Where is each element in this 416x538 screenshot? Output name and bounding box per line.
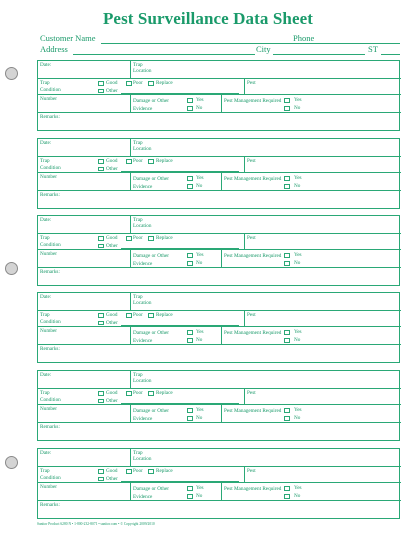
customer-name-label: Customer Name — [40, 33, 96, 43]
number-cell[interactable] — [38, 95, 131, 113]
replace-checkbox[interactable] — [148, 81, 154, 86]
replace-checkbox[interactable] — [148, 313, 154, 318]
damage-evidence-label: Damage or Other Evidence — [133, 408, 170, 422]
damage-evidence-cell — [131, 173, 222, 191]
damage-yes-label: Yes — [196, 485, 204, 491]
good-label: Good — [106, 235, 118, 241]
trap-location-cell[interactable] — [131, 61, 401, 79]
other-line[interactable] — [121, 325, 239, 326]
date-cell[interactable] — [38, 449, 131, 467]
pest-cell[interactable] — [245, 79, 401, 95]
other-line[interactable] — [121, 171, 239, 172]
number-cell[interactable] — [38, 327, 131, 345]
pest-management-label: Pest Management Required — [224, 330, 282, 336]
management-yes-checkbox[interactable] — [284, 486, 290, 491]
damage-evidence-cell — [131, 483, 222, 501]
trap-condition-cell — [38, 157, 245, 173]
poor-checkbox[interactable] — [126, 313, 132, 318]
entry-block — [37, 138, 400, 209]
other-line[interactable] — [121, 248, 239, 249]
other-checkbox[interactable] — [98, 399, 104, 404]
damage-yes-label: Yes — [196, 97, 204, 103]
date-cell[interactable] — [38, 293, 131, 311]
remarks-label: Remarks: — [40, 502, 60, 508]
poor-label: Poor — [133, 158, 143, 164]
damage-yes-checkbox[interactable] — [187, 98, 193, 103]
pest-label: Pest — [247, 390, 256, 396]
damage-yes-label: Yes — [196, 252, 204, 258]
pest-cell[interactable] — [245, 234, 401, 250]
pest-cell[interactable] — [245, 389, 401, 405]
number-cell[interactable] — [38, 405, 131, 423]
date-label: Date: — [40, 450, 52, 456]
good-checkbox[interactable] — [98, 236, 104, 241]
other-checkbox[interactable] — [98, 244, 104, 249]
date-cell[interactable] — [38, 139, 131, 157]
pest-label: Pest — [247, 468, 256, 474]
remarks-cell[interactable] — [38, 345, 401, 364]
management-yes-label: Yes — [294, 485, 302, 491]
pest-management-label: Pest Management Required — [224, 176, 282, 182]
good-checkbox[interactable] — [98, 391, 104, 396]
replace-checkbox[interactable] — [148, 391, 154, 396]
pest-management-cell — [222, 405, 401, 423]
number-label: Number — [40, 328, 57, 334]
address-label: Address — [40, 44, 68, 54]
damage-no-checkbox[interactable] — [187, 184, 193, 189]
good-checkbox[interactable] — [98, 469, 104, 474]
entry-block — [37, 370, 400, 441]
damage-evidence-label: Damage or Other Evidence — [133, 486, 170, 500]
entry-block — [37, 60, 400, 131]
remarks-label: Remarks: — [40, 192, 60, 198]
binder-hole — [5, 456, 18, 469]
damage-no-checkbox[interactable] — [187, 261, 193, 266]
other-label: Other — [106, 165, 118, 172]
management-yes-checkbox[interactable] — [284, 330, 290, 335]
management-no-label: No — [294, 337, 301, 343]
management-no-checkbox[interactable] — [284, 494, 290, 499]
poor-label: Poor — [133, 390, 143, 396]
number-label: Number — [40, 406, 57, 412]
good-checkbox[interactable] — [98, 81, 104, 86]
other-label: Other — [106, 475, 118, 482]
replace-checkbox[interactable] — [148, 469, 154, 474]
damage-evidence-cell — [131, 405, 222, 423]
management-yes-label: Yes — [294, 329, 302, 335]
address-row — [40, 44, 400, 56]
replace-label: Replace — [156, 80, 173, 86]
st-label: ST — [368, 44, 378, 54]
trap-location-cell[interactable] — [131, 371, 401, 389]
management-no-checkbox[interactable] — [284, 184, 290, 189]
damage-no-label: No — [196, 493, 203, 499]
damage-yes-checkbox[interactable] — [187, 330, 193, 335]
other-checkbox[interactable] — [98, 167, 104, 172]
number-cell[interactable] — [38, 483, 131, 501]
damage-yes-checkbox[interactable] — [187, 486, 193, 491]
good-label: Good — [106, 390, 118, 396]
other-label: Other — [106, 242, 118, 249]
number-label: Number — [40, 251, 57, 257]
number-label: Number — [40, 174, 57, 180]
replace-label: Replace — [156, 390, 173, 396]
replace-label: Replace — [156, 312, 173, 318]
pest-management-cell — [222, 483, 401, 501]
pest-management-cell — [222, 173, 401, 191]
remarks-label: Remarks: — [40, 424, 60, 430]
pest-label: Pest — [247, 312, 256, 318]
trap-location-cell[interactable] — [131, 139, 401, 157]
number-cell[interactable] — [38, 173, 131, 191]
damage-no-label: No — [196, 337, 203, 343]
city-label: City — [256, 44, 271, 54]
remarks-cell[interactable] — [38, 501, 401, 520]
poor-checkbox[interactable] — [126, 81, 132, 86]
damage-yes-label: Yes — [196, 329, 204, 335]
binder-hole — [5, 262, 18, 275]
date-label: Date: — [40, 62, 52, 68]
other-line[interactable] — [121, 481, 239, 482]
damage-evidence-cell — [131, 250, 222, 268]
good-label: Good — [106, 468, 118, 474]
pest-management-cell — [222, 327, 401, 345]
poor-checkbox[interactable] — [126, 236, 132, 241]
date-label: Date: — [40, 372, 52, 378]
binder-hole — [5, 67, 18, 80]
other-checkbox[interactable] — [98, 321, 104, 326]
management-yes-checkbox[interactable] — [284, 253, 290, 258]
damage-evidence-cell — [131, 95, 222, 113]
other-label: Other — [106, 319, 118, 326]
trap-condition-cell — [38, 389, 245, 405]
trap-location-label: Trap Location — [133, 450, 152, 462]
date-label: Date: — [40, 140, 52, 146]
damage-evidence-label: Damage or Other Evidence — [133, 98, 170, 112]
remarks-cell[interactable] — [38, 268, 401, 287]
city-field[interactable] — [273, 54, 365, 55]
damage-no-checkbox[interactable] — [187, 494, 193, 499]
damage-yes-label: Yes — [196, 407, 204, 413]
trap-condition-label: Trap Condition — [40, 235, 61, 248]
management-yes-label: Yes — [294, 97, 302, 103]
poor-label: Poor — [133, 235, 143, 241]
trap-location-label: Trap Location — [133, 62, 152, 74]
management-no-label: No — [294, 493, 301, 499]
replace-label: Replace — [156, 158, 173, 164]
entry-block — [37, 448, 400, 519]
trap-location-cell[interactable] — [131, 449, 401, 467]
other-checkbox[interactable] — [98, 477, 104, 482]
entry-block — [37, 215, 400, 286]
management-yes-label: Yes — [294, 175, 302, 181]
replace-checkbox[interactable] — [148, 159, 154, 164]
damage-no-checkbox[interactable] — [187, 106, 193, 111]
damage-no-label: No — [196, 105, 203, 111]
trap-location-cell[interactable] — [131, 216, 401, 234]
pest-label: Pest — [247, 158, 256, 164]
trap-location-label: Trap Location — [133, 372, 152, 384]
pest-management-cell — [222, 95, 401, 113]
pest-label: Pest — [247, 80, 256, 86]
trap-condition-label: Trap Condition — [40, 390, 61, 403]
good-checkbox[interactable] — [98, 159, 104, 164]
number-cell[interactable] — [38, 250, 131, 268]
poor-label: Poor — [133, 312, 143, 318]
number-label: Number — [40, 96, 57, 102]
trap-condition-label: Trap Condition — [40, 158, 61, 171]
damage-yes-label: Yes — [196, 175, 204, 181]
management-yes-label: Yes — [294, 407, 302, 413]
st-field[interactable] — [381, 54, 400, 55]
management-no-checkbox[interactable] — [284, 416, 290, 421]
remarks-label: Remarks: — [40, 114, 60, 120]
page-title: Pest Surveillance Data Sheet — [102, 9, 314, 28]
date-cell[interactable] — [38, 216, 131, 234]
pest-management-cell — [222, 250, 401, 268]
remarks-cell[interactable] — [38, 113, 401, 132]
damage-evidence-label: Damage or Other Evidence — [133, 253, 170, 267]
trap-location-cell[interactable] — [131, 293, 401, 311]
good-checkbox[interactable] — [98, 313, 104, 318]
management-yes-checkbox[interactable] — [284, 98, 290, 103]
replace-checkbox[interactable] — [148, 236, 154, 241]
damage-yes-checkbox[interactable] — [187, 408, 193, 413]
replace-label: Replace — [156, 235, 173, 241]
remarks-cell[interactable] — [38, 191, 401, 210]
management-no-label: No — [294, 105, 301, 111]
remarks-cell[interactable] — [38, 423, 401, 442]
trap-condition-label: Trap Condition — [40, 80, 61, 93]
date-cell[interactable] — [38, 61, 131, 79]
good-label: Good — [106, 312, 118, 318]
number-label: Number — [40, 484, 57, 490]
poor-checkbox[interactable] — [126, 159, 132, 164]
poor-label: Poor — [133, 80, 143, 86]
damage-no-label: No — [196, 183, 203, 189]
date-label: Date: — [40, 217, 52, 223]
pest-management-label: Pest Management Required — [224, 486, 282, 492]
damage-no-label: No — [196, 415, 203, 421]
other-line[interactable] — [121, 93, 239, 94]
poor-checkbox[interactable] — [126, 469, 132, 474]
pest-management-label: Pest Management Required — [224, 98, 282, 104]
trap-condition-cell — [38, 79, 245, 95]
good-label: Good — [106, 80, 118, 86]
management-no-label: No — [294, 183, 301, 189]
damage-evidence-label: Damage or Other Evidence — [133, 176, 170, 190]
pest-cell[interactable] — [245, 311, 401, 327]
poor-label: Poor — [133, 468, 143, 474]
management-yes-checkbox[interactable] — [284, 176, 290, 181]
pest-label: Pest — [247, 235, 256, 241]
trap-condition-label: Trap Condition — [40, 468, 61, 481]
management-no-checkbox[interactable] — [284, 106, 290, 111]
management-no-checkbox[interactable] — [284, 338, 290, 343]
damage-evidence-cell — [131, 327, 222, 345]
trap-location-label: Trap Location — [133, 294, 152, 306]
management-no-checkbox[interactable] — [284, 261, 290, 266]
trap-location-label: Trap Location — [133, 140, 152, 152]
management-no-label: No — [294, 415, 301, 421]
management-yes-checkbox[interactable] — [284, 408, 290, 413]
trap-condition-cell — [38, 234, 245, 250]
trap-location-label: Trap Location — [133, 217, 152, 229]
pest-cell[interactable] — [245, 467, 401, 483]
address-field[interactable] — [73, 54, 255, 55]
good-label: Good — [106, 158, 118, 164]
pest-management-label: Pest Management Required — [224, 253, 282, 259]
remarks-label: Remarks: — [40, 269, 60, 275]
poor-checkbox[interactable] — [126, 391, 132, 396]
entry-block — [37, 292, 400, 363]
management-no-label: No — [294, 260, 301, 266]
date-label: Date: — [40, 294, 52, 300]
replace-label: Replace — [156, 468, 173, 474]
damage-yes-checkbox[interactable] — [187, 176, 193, 181]
other-line[interactable] — [121, 403, 239, 404]
management-yes-label: Yes — [294, 252, 302, 258]
damage-evidence-label: Damage or Other Evidence — [133, 330, 170, 344]
damage-no-checkbox[interactable] — [187, 416, 193, 421]
footer-text: Sanitor Product 6280 N • 1-800-232-8071 • sanitor.com • © Copyright 2009/2010 — [37, 522, 155, 526]
trap-condition-cell — [38, 311, 245, 327]
other-checkbox[interactable] — [98, 89, 104, 94]
phone-label: Phone — [293, 33, 315, 43]
trap-condition-label: Trap Condition — [40, 312, 61, 325]
damage-no-label: No — [196, 260, 203, 266]
pest-management-label: Pest Management Required — [224, 408, 282, 414]
damage-yes-checkbox[interactable] — [187, 253, 193, 258]
trap-condition-cell — [38, 467, 245, 483]
damage-no-checkbox[interactable] — [187, 338, 193, 343]
pest-cell[interactable] — [245, 157, 401, 173]
date-cell[interactable] — [38, 371, 131, 389]
remarks-label: Remarks: — [40, 346, 60, 352]
other-label: Other — [106, 87, 118, 94]
other-label: Other — [106, 397, 118, 404]
